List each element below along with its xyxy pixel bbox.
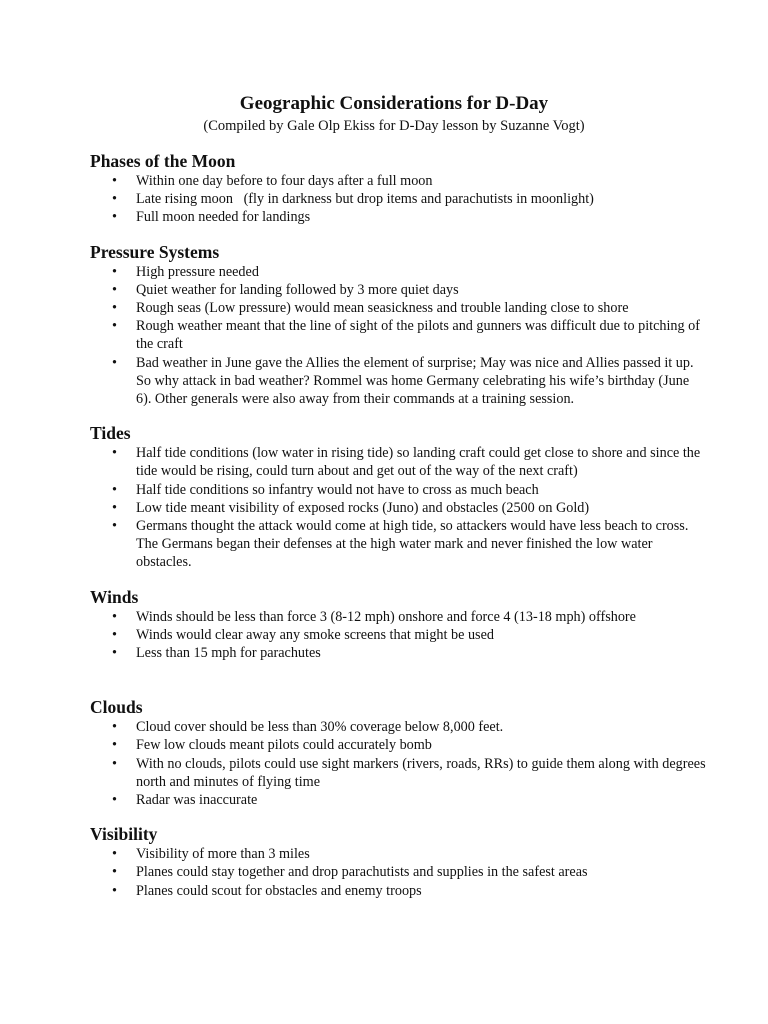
list-item [90,190,708,208]
bullet-list [90,845,708,900]
list-item-text: With no clouds, pilots could use sight markers (rivers, roads, RRs) to guide them along with degrees north and minutes of flying time [136,755,706,790]
bullet-icon: • [112,318,117,335]
bullet-list [90,444,708,571]
bullet-icon: • [112,755,117,772]
bullet-icon: • [112,281,117,298]
list-item [90,172,708,190]
list-item [90,299,708,317]
bullet-icon: • [112,354,117,371]
bullet-list [90,263,708,409]
list-item-text: Low tide meant visibility of exposed rocks (Juno) and obstacles (2500 on Gold) [136,499,590,516]
section-heading: Pressure Systems [90,241,220,262]
list-item [90,517,708,572]
list-item [90,444,708,480]
bullet-icon: • [112,191,117,208]
list-item [90,845,708,863]
bullet-list [90,172,708,227]
list-item [90,499,708,517]
bullet-icon: • [112,645,117,662]
list-item [90,208,708,226]
bullet-icon: • [112,846,117,863]
section-heading: Phases of the Moon [90,151,236,171]
bullet-list [90,718,708,809]
list-item [90,354,708,409]
section-visibility [90,823,708,900]
list-item-text: Bad weather in June gave the Allies the element of surprise; May was nice and Allies passed it up. So why attack in bad weather? Rommel was home Germany celebrating his wife’s birthday (June 6). Other generals were also away from their commands at a training session. [136,354,694,408]
bullet-icon: • [112,882,117,899]
list-item-text: Planes could scout for obstacles and enemy troops [136,882,422,899]
list-item-text: Planes could stay together and drop parachutists and supplies in the safest areas [136,864,588,881]
list-item-text: Winds should be less than force 3 (8-12 mph) onshore and force 4 (13-18 mph) offshore [136,608,636,625]
section-phases-of-the-moon [90,150,708,227]
list-item [90,263,708,281]
list-item-text: Few low clouds meant pilots could accurately bomb [136,737,432,754]
list-item [90,481,708,499]
section-clouds [90,696,708,809]
list-item-text: Rough weather meant that the line of sight of the pilots and gunners was difficult due to pitching of the craft [136,318,700,353]
bullet-list [90,608,708,663]
list-item-text: Radar was inaccurate [136,792,258,809]
list-item [90,882,708,900]
bullet-icon: • [112,481,117,498]
list-item-text: Late rising moon (fly in darkness but drop items and parachutists in moonlight) [136,191,594,208]
section-heading: Clouds [90,697,143,718]
bullet-icon: • [112,263,117,280]
list-item [90,718,708,736]
bullet-icon: • [112,864,117,881]
bullet-icon: • [112,792,117,809]
list-item-text: Rough seas (Low pressure) would mean seasickness and trouble landing close to shore [136,300,629,317]
bullet-icon: • [112,719,117,736]
list-item-text: Half tide conditions (low water in rising tide) so landing craft could get close to shore and since the tide would be rising, could turn about and get out of the way of the next craft) [136,445,701,480]
bullet-icon: • [112,209,117,226]
list-item-text: Germans thought the attack would come at high tide, so attackers would have less beach to cross. The Germans began their defenses at the high water mark and never finished the low water obstacles. [136,518,689,571]
list-item [90,755,708,791]
section-heading: Tides [90,423,131,444]
list-item [90,317,708,353]
list-item-text: Full moon needed for landings [136,209,311,226]
section-tides [90,422,708,571]
bullet-icon: • [112,445,117,462]
list-item-text: High pressure needed [136,263,259,280]
bullet-icon: • [112,737,117,754]
list-item-text: Winds would clear away any smoke screens that might be used [136,626,494,643]
section-heading: Visibility [90,824,158,845]
bullet-icon: • [112,300,117,317]
list-item [90,608,708,626]
section-pressure-systems [90,241,708,409]
document-subtitle: (Compiled by Gale Olp Ekiss for D-Day lesson by Suzanne Vogt) [203,118,585,134]
bullet-icon: • [112,173,117,189]
list-item-text: Visibility of more than 3 miles [136,846,310,863]
list-item [90,626,708,644]
list-item-text: Within one day before to four days after a full moon [136,173,433,189]
bullet-icon: • [112,608,117,625]
section-winds [90,586,708,663]
section-heading: Winds [90,586,139,607]
list-item-text: Cloud cover should be less than 30% coverage below 8,000 feet. [136,719,504,736]
list-item [90,791,708,809]
list-item-text: Half tide conditions so infantry would not have to cross as much beach [136,481,539,498]
list-item-text: Less than 15 mph for parachutes [136,645,321,662]
list-item [90,736,708,754]
list-item [90,281,708,299]
list-item-text: Quiet weather for landing followed by 3 more quiet days [136,281,459,298]
bullet-icon: • [112,518,117,535]
document-title: Geographic Considerations for D-Day [239,93,549,114]
list-item [90,644,708,662]
bullet-icon: • [112,626,117,643]
list-item [90,863,708,881]
bullet-icon: • [112,499,117,516]
